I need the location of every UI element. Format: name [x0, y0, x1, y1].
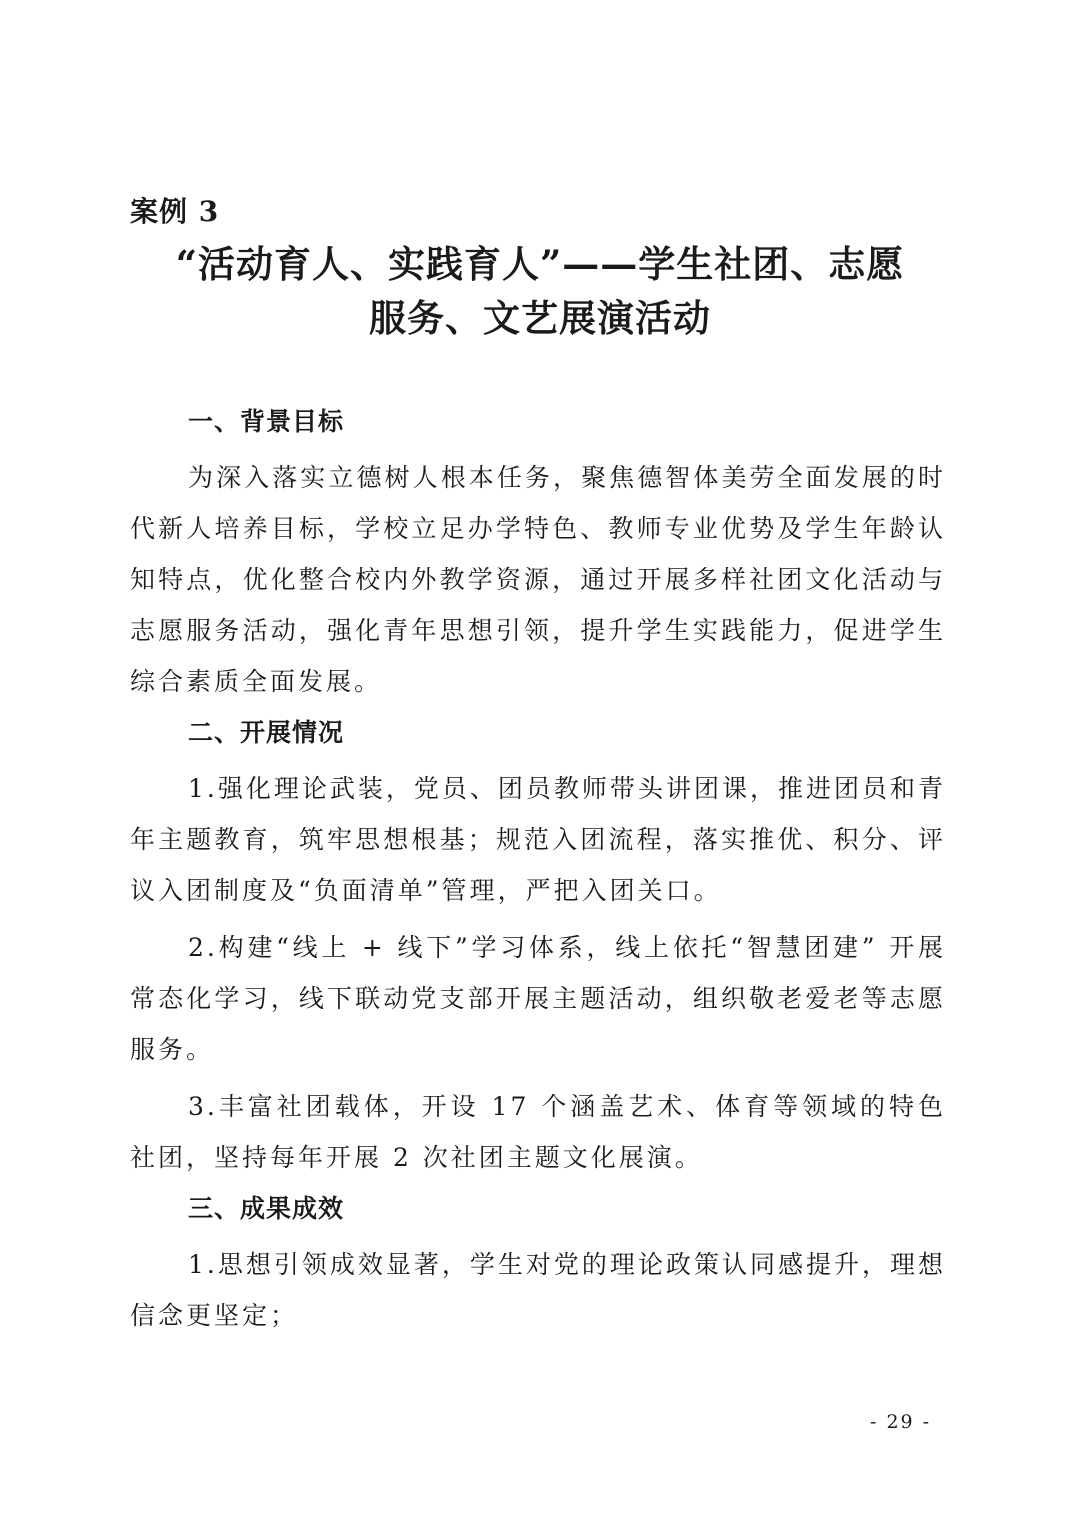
paragraph-progress-1: 1.强化理论武装，党员、团员教师带头讲团课，推进团员和青年主题教育，筑牢思想根基；规范入团流程，落实推优、积分、评议入团制度及“负面清单”管理，严把入团关口。 — [130, 774, 946, 905]
section-heading-background: 一、背景目标 — [188, 407, 345, 436]
document-body — [130, 402, 946, 1347]
case-label: 案例 3 — [130, 195, 220, 228]
section-heading-progress: 二、开展情况 — [188, 718, 345, 747]
section-heading-results: 三、成果成效 — [188, 1194, 345, 1223]
paragraph-progress-2: 2.构建“线上 + 线下”学习体系，线上依托“智慧团建” 开展常态化学习，线下联动党支部开展主题活动，组织敬老爱老等志愿服务。 — [130, 933, 946, 1064]
paragraph-progress-3: 3.丰富社团载体，开设 17 个涵盖艺术、体育等领域的特色社团，坚持每年开展 2 次社团主题文化展演。 — [130, 1092, 946, 1172]
paragraph-results-1: 1.思想引领成效显著，学生对党的理论政策认同感提升，理想信念更坚定； — [130, 1250, 946, 1330]
page-number: - 29 - — [870, 1411, 932, 1433]
title-line-1: “活动育人、实践育人”——学生社团、志愿 — [175, 242, 905, 286]
paragraph-background: 为深入落实立德树人根本任务，聚焦德智体美劳全面发展的时代新人培养目标，学校立足办学特色、教师专业优势及学生年龄认知特点，优化整合校内外教学资源，通过开展多样社团文化活动与志愿服务活动，强化青年思想引领，提升学生实践能力，促进学生综合素质全面发展。 — [130, 463, 946, 696]
title-line-2: 服务、文艺展演活动 — [369, 296, 711, 340]
